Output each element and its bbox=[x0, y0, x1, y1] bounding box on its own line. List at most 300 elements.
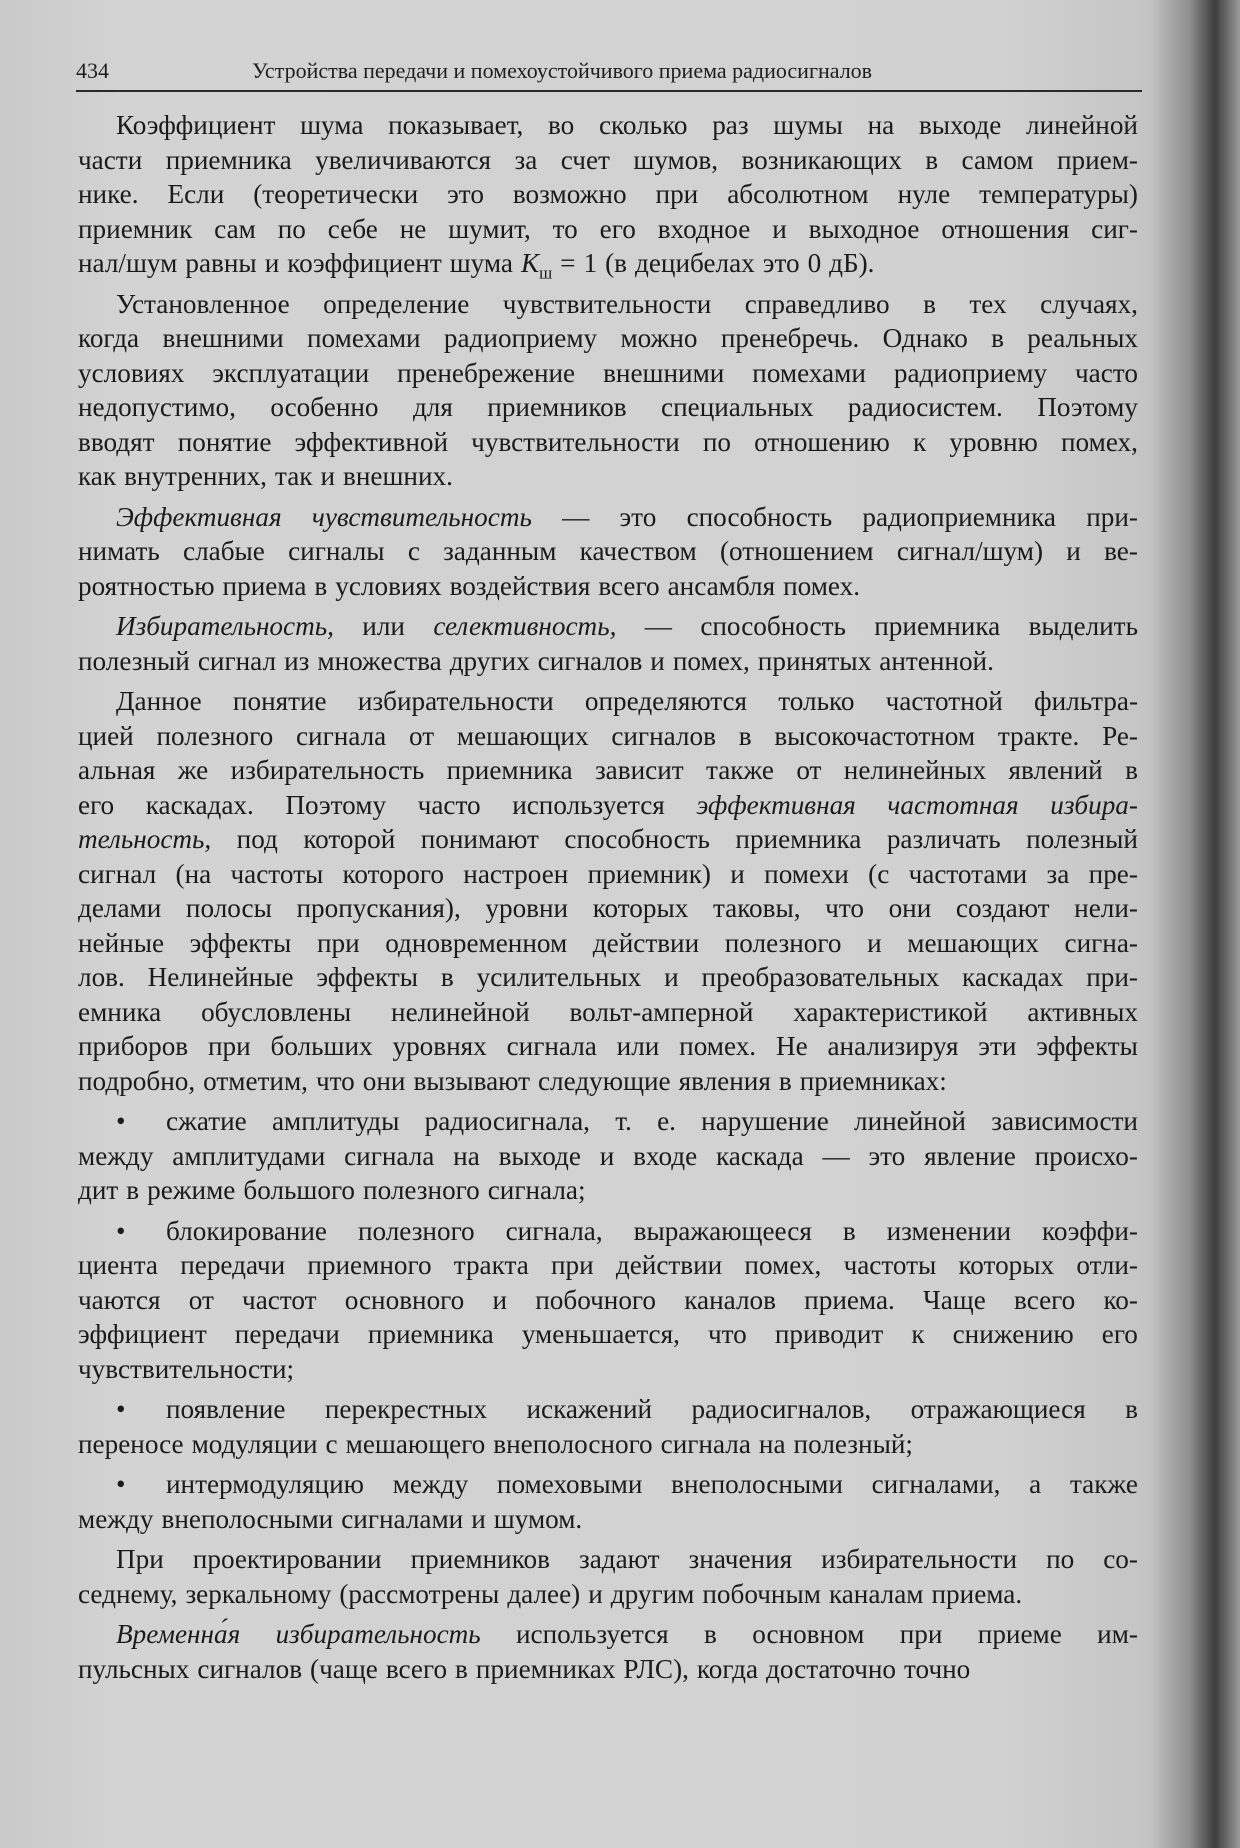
word: выходе bbox=[918, 110, 1002, 140]
word: Однако bbox=[882, 323, 968, 353]
word: при- bbox=[1086, 962, 1138, 992]
word: (на bbox=[175, 858, 212, 889]
word: снижению bbox=[952, 1319, 1074, 1349]
word: внешними bbox=[603, 357, 725, 388]
word: условиях bbox=[78, 357, 185, 388]
word: частотная bbox=[887, 789, 1019, 820]
word: передачи bbox=[234, 1319, 340, 1349]
word: шумом. bbox=[493, 1503, 583, 1534]
word: которой bbox=[303, 824, 396, 854]
word: альная bbox=[78, 755, 156, 785]
word: используется bbox=[512, 789, 665, 820]
word: децибелах bbox=[635, 248, 755, 278]
word: модуляции bbox=[191, 1428, 318, 1459]
word: вводят bbox=[78, 426, 155, 457]
word: тракта bbox=[453, 1250, 529, 1280]
word: условиях bbox=[335, 570, 442, 601]
word: которых bbox=[958, 1250, 1055, 1280]
word: случаях, bbox=[1040, 288, 1138, 319]
word: режиме bbox=[147, 1175, 236, 1205]
paragraph bbox=[78, 684, 1138, 1098]
text-line bbox=[78, 212, 1138, 247]
word: эффекты bbox=[1036, 1031, 1138, 1061]
word: понятие bbox=[177, 426, 272, 457]
word: линейной bbox=[854, 1106, 966, 1136]
word: его bbox=[599, 213, 636, 244]
word: и bbox=[1066, 536, 1081, 566]
word: из bbox=[284, 645, 310, 676]
word: от bbox=[796, 755, 822, 785]
word: сигналами, bbox=[871, 1469, 1001, 1499]
word: также bbox=[705, 755, 774, 785]
word: создают bbox=[955, 893, 1050, 923]
text-line bbox=[78, 459, 1138, 494]
word: мешающих bbox=[907, 927, 1039, 958]
word: что bbox=[315, 1065, 355, 1096]
word: приемника bbox=[874, 611, 1001, 641]
text-line bbox=[78, 609, 1138, 644]
text-line bbox=[78, 1392, 1138, 1427]
word: антенной. bbox=[879, 645, 994, 676]
word: в bbox=[778, 1065, 792, 1096]
word: заданным bbox=[443, 536, 557, 566]
word: используется bbox=[516, 1619, 669, 1649]
word: полезного bbox=[357, 1215, 475, 1246]
word: значения bbox=[688, 1544, 793, 1574]
word: одновременном bbox=[385, 927, 568, 958]
word: избирательности bbox=[821, 1544, 1018, 1574]
word: часто bbox=[1075, 357, 1138, 388]
word: Поэтому bbox=[1037, 392, 1138, 422]
word: тракте. bbox=[997, 720, 1080, 751]
word: способность bbox=[564, 824, 710, 854]
word: Избирательность, bbox=[116, 611, 334, 641]
word: (отношением bbox=[719, 536, 874, 566]
word: искажений bbox=[526, 1394, 653, 1424]
word: со- bbox=[1103, 1544, 1138, 1574]
paragraph bbox=[78, 1617, 1138, 1686]
word: за bbox=[1046, 858, 1070, 889]
text-line bbox=[78, 1248, 1138, 1283]
word: множества bbox=[317, 645, 442, 676]
word: сигналов bbox=[611, 720, 716, 751]
text-line bbox=[78, 1064, 1138, 1099]
word: определяются bbox=[584, 686, 748, 716]
text-line bbox=[78, 500, 1138, 535]
word: сигнала bbox=[344, 1140, 435, 1171]
text-line bbox=[78, 926, 1138, 961]
word: с bbox=[325, 1428, 338, 1459]
word: недопустимо, bbox=[78, 392, 236, 422]
word: проектировании bbox=[192, 1544, 382, 1574]
word: в bbox=[703, 1619, 717, 1649]
word: других bbox=[449, 645, 530, 676]
word: помехи bbox=[764, 858, 849, 889]
word: которого bbox=[342, 858, 444, 889]
text-line bbox=[78, 857, 1138, 892]
word: приемника bbox=[735, 824, 862, 854]
word: принятых bbox=[757, 645, 872, 676]
word: когда bbox=[696, 1653, 759, 1684]
word: чаются bbox=[78, 1284, 161, 1315]
word: Коэффициент bbox=[116, 110, 276, 140]
word: (рассмотрены bbox=[339, 1578, 500, 1609]
word: коэффициент bbox=[287, 248, 442, 278]
word: полезного bbox=[724, 927, 842, 958]
word: основного bbox=[344, 1284, 465, 1315]
word: Установленное bbox=[116, 288, 290, 319]
word: нике. bbox=[78, 179, 139, 209]
word: на bbox=[453, 1140, 480, 1171]
word: нал/шум bbox=[78, 248, 178, 278]
word: частоты bbox=[843, 1250, 937, 1280]
word: шумит, bbox=[448, 213, 531, 244]
text-line bbox=[78, 569, 1138, 604]
word: это bbox=[868, 1140, 906, 1171]
bullet-mark: • bbox=[116, 1215, 126, 1246]
text-line bbox=[78, 1352, 1138, 1387]
word: Если bbox=[167, 179, 225, 209]
text-line bbox=[78, 891, 1138, 926]
word: при- bbox=[1086, 501, 1138, 532]
bullet-mark: • bbox=[116, 1469, 126, 1499]
word: ко- bbox=[1103, 1284, 1138, 1315]
word: подробно, bbox=[78, 1065, 196, 1096]
word: а bbox=[1029, 1469, 1042, 1499]
text-line bbox=[78, 534, 1138, 569]
word: эти bbox=[978, 1031, 1017, 1061]
word: эксплуатации bbox=[212, 357, 370, 388]
word: внешних. bbox=[343, 461, 453, 491]
word: равны bbox=[185, 248, 257, 278]
word: или bbox=[362, 611, 405, 641]
word: нелинейных bbox=[843, 755, 987, 785]
paragraph bbox=[78, 500, 1138, 604]
word: избира- bbox=[1050, 789, 1138, 820]
word: полезного bbox=[363, 1175, 480, 1205]
text-line bbox=[78, 246, 1138, 281]
text-line bbox=[78, 390, 1138, 425]
word: сам bbox=[214, 213, 256, 244]
word: выделить bbox=[1028, 611, 1138, 641]
word: приборов bbox=[78, 1031, 189, 1061]
text-line bbox=[78, 356, 1138, 391]
word: сигналы bbox=[288, 536, 385, 566]
word: ве- bbox=[1104, 536, 1138, 566]
text-line bbox=[78, 321, 1138, 356]
word: Чаще bbox=[923, 1284, 986, 1315]
word: фильтра- bbox=[1033, 686, 1138, 716]
text-line bbox=[78, 1173, 1138, 1208]
word: радиоприему bbox=[443, 323, 598, 353]
word: на bbox=[867, 110, 895, 140]
word: Данное bbox=[116, 686, 202, 716]
word: сигналов bbox=[537, 645, 643, 676]
word: при bbox=[550, 1250, 594, 1280]
word: селективность, bbox=[433, 611, 617, 641]
word: под bbox=[236, 824, 278, 854]
word: эффекты bbox=[316, 962, 419, 992]
word: в bbox=[1125, 755, 1138, 785]
word: и bbox=[492, 1284, 508, 1315]
text-line bbox=[78, 108, 1138, 143]
word: лов. bbox=[78, 962, 125, 992]
word: с bbox=[407, 536, 420, 566]
word: что bbox=[707, 1319, 747, 1349]
word: приемника bbox=[446, 755, 573, 785]
word: и bbox=[320, 461, 336, 491]
page-number: 434 bbox=[76, 58, 109, 83]
word: чувствительности bbox=[502, 288, 712, 319]
word: определение bbox=[323, 288, 470, 319]
word: возможно bbox=[512, 179, 627, 209]
word: высокочастотном bbox=[774, 720, 976, 751]
word: во bbox=[548, 110, 575, 140]
word: по bbox=[277, 213, 306, 244]
word: что bbox=[825, 893, 864, 923]
word: отношения bbox=[941, 213, 1070, 244]
word: т. bbox=[615, 1106, 632, 1136]
word: или bbox=[616, 1031, 660, 1061]
word: всего bbox=[1014, 1284, 1076, 1315]
word: они bbox=[888, 893, 932, 923]
text-line bbox=[78, 177, 1138, 212]
word: достаточно bbox=[766, 1653, 897, 1684]
word: мешающих bbox=[456, 720, 589, 751]
bullet-item bbox=[78, 1467, 1138, 1536]
word: избирательность bbox=[275, 1619, 481, 1649]
word: дит bbox=[78, 1175, 119, 1205]
word: цией bbox=[78, 720, 134, 751]
word: реальных bbox=[1027, 323, 1138, 353]
word: уменьшается, bbox=[521, 1319, 680, 1349]
word: каналов bbox=[684, 1284, 776, 1315]
word: то bbox=[552, 213, 578, 244]
word: его bbox=[1101, 1319, 1138, 1349]
text-line bbox=[78, 1283, 1138, 1318]
word: пульсных bbox=[78, 1653, 190, 1684]
word: специальных bbox=[661, 392, 814, 422]
word: как bbox=[78, 461, 117, 491]
word: другим bbox=[610, 1578, 695, 1609]
word: радиоприемника bbox=[862, 501, 1056, 532]
text-line bbox=[78, 1577, 1138, 1612]
word: е. bbox=[657, 1106, 676, 1136]
word: преобразовательных bbox=[701, 962, 940, 992]
word: всего bbox=[385, 1653, 448, 1684]
word: 0 bbox=[807, 248, 822, 278]
word: Эффективная bbox=[116, 501, 282, 532]
word: следующие bbox=[537, 1065, 671, 1096]
word: зависимости bbox=[991, 1106, 1138, 1136]
word: сжатие bbox=[166, 1106, 247, 1136]
word: и bbox=[664, 962, 679, 992]
word: понимают bbox=[420, 824, 539, 854]
word: от bbox=[188, 1284, 214, 1315]
text-line bbox=[78, 287, 1138, 322]
word: внеполосными bbox=[671, 1469, 843, 1499]
word: действии bbox=[592, 927, 700, 958]
word: приема. bbox=[804, 1284, 895, 1315]
word: только bbox=[778, 686, 855, 716]
word: полезный; bbox=[793, 1428, 913, 1459]
word: переносе bbox=[78, 1428, 184, 1459]
word: эффективная bbox=[696, 789, 856, 820]
word: радиосистем. bbox=[847, 392, 1003, 422]
word: при bbox=[899, 1619, 943, 1649]
word: помех, bbox=[744, 1250, 822, 1280]
word: обусловлены bbox=[201, 996, 352, 1027]
word: (в bbox=[605, 248, 627, 278]
word: помех. bbox=[783, 570, 861, 601]
word: сигнал bbox=[197, 645, 277, 676]
word: и bbox=[650, 645, 665, 676]
word: сколько bbox=[598, 110, 688, 140]
word: приемника bbox=[165, 144, 292, 175]
word: роятностью bbox=[78, 570, 215, 601]
word: сигнала bbox=[506, 1031, 597, 1061]
word: перекрестных bbox=[324, 1394, 488, 1424]
word: между bbox=[78, 1503, 154, 1534]
word: помехами bbox=[752, 357, 866, 388]
text-line bbox=[78, 143, 1138, 178]
text-line bbox=[78, 1617, 1138, 1652]
word: которых bbox=[592, 893, 689, 923]
word: в bbox=[126, 1175, 140, 1205]
word: раз bbox=[712, 110, 749, 140]
word: выходное bbox=[808, 213, 920, 244]
word: к bbox=[912, 426, 927, 457]
text-line bbox=[78, 425, 1138, 460]
word: частотами bbox=[908, 858, 1028, 889]
word: полезного bbox=[156, 720, 274, 751]
word: дБ). bbox=[829, 248, 875, 278]
word: побочного bbox=[535, 1284, 657, 1315]
paragraph bbox=[78, 108, 1138, 281]
word: также bbox=[1069, 1469, 1138, 1499]
word: приемников bbox=[487, 392, 627, 422]
word: 1 bbox=[583, 248, 598, 278]
word: — bbox=[644, 611, 672, 641]
word: при bbox=[207, 1031, 251, 1061]
word: прием- bbox=[1056, 144, 1138, 175]
word: входе bbox=[633, 1140, 698, 1171]
word: нарушение bbox=[701, 1106, 829, 1136]
word: отли- bbox=[1076, 1250, 1138, 1280]
text-line bbox=[78, 1139, 1138, 1174]
text-line bbox=[78, 788, 1138, 823]
word: сигнал/шум) bbox=[896, 536, 1044, 566]
word: каскада bbox=[716, 1140, 804, 1171]
word: усилительных bbox=[476, 962, 642, 992]
word: это bbox=[447, 179, 484, 209]
word: эффициент bbox=[78, 1319, 207, 1349]
bullet-mark: • bbox=[116, 1106, 126, 1136]
word: воздействия bbox=[449, 570, 591, 601]
word: побочным bbox=[702, 1578, 821, 1609]
word: выражающееся bbox=[633, 1215, 812, 1246]
word: показывает, bbox=[388, 110, 524, 140]
word: слабые bbox=[183, 536, 265, 566]
word: часто bbox=[417, 789, 481, 820]
text-line bbox=[78, 1104, 1138, 1139]
word: пренебречь. bbox=[720, 323, 860, 353]
word: эффекты bbox=[189, 927, 292, 958]
text-line bbox=[78, 753, 1138, 788]
word: Временна́я bbox=[116, 1619, 241, 1649]
word: к bbox=[911, 1319, 925, 1349]
word: справедливо bbox=[744, 288, 890, 319]
word: чувствительности; bbox=[78, 1353, 295, 1384]
word: мешающего bbox=[345, 1428, 486, 1459]
word: частоты bbox=[230, 858, 324, 889]
word: уровнях bbox=[392, 1031, 487, 1061]
word: они bbox=[362, 1065, 406, 1096]
word: когда bbox=[78, 323, 140, 353]
word: блокирование bbox=[166, 1215, 327, 1246]
word: происхо- bbox=[1034, 1140, 1138, 1171]
word: циента bbox=[78, 1250, 158, 1280]
word: же bbox=[177, 755, 209, 785]
word: им- bbox=[1097, 1619, 1138, 1649]
word: его bbox=[78, 789, 115, 820]
text-line bbox=[78, 1467, 1138, 1502]
word: вызывают bbox=[413, 1065, 530, 1096]
word: больших bbox=[270, 1031, 373, 1061]
word: не bbox=[399, 213, 427, 244]
word: вольт-амперной bbox=[569, 996, 754, 1027]
word: линейной bbox=[1026, 110, 1138, 140]
word: помеховыми bbox=[496, 1469, 643, 1499]
word: внеполосными bbox=[161, 1503, 334, 1534]
word: приемника bbox=[367, 1319, 494, 1349]
word: зависит bbox=[594, 755, 684, 785]
text-line bbox=[78, 1502, 1138, 1537]
word: в bbox=[455, 1653, 468, 1684]
word: приемник) bbox=[587, 858, 711, 889]
word: в bbox=[842, 1215, 856, 1246]
word: активных bbox=[1027, 996, 1138, 1027]
word: по bbox=[1046, 1544, 1075, 1574]
word: нуле bbox=[897, 179, 951, 209]
word: = bbox=[560, 248, 576, 278]
word: счет bbox=[560, 144, 610, 175]
word: это bbox=[762, 248, 800, 278]
word: увеличиваются bbox=[315, 144, 492, 175]
word: каналам bbox=[828, 1578, 924, 1609]
word: способность bbox=[700, 611, 846, 641]
body-text bbox=[78, 108, 1138, 1686]
text-line bbox=[78, 1317, 1138, 1352]
word: частотной bbox=[885, 686, 1003, 716]
word: уровни bbox=[485, 893, 569, 923]
word: избирательность bbox=[230, 755, 425, 785]
word: шума bbox=[449, 248, 513, 278]
word: приемниках: bbox=[799, 1065, 947, 1096]
word: от bbox=[408, 720, 435, 751]
word: точно bbox=[904, 1653, 971, 1684]
word: так bbox=[274, 461, 313, 491]
word: приемник bbox=[78, 213, 193, 244]
word: Поэтому bbox=[285, 789, 387, 820]
word: в bbox=[1125, 1394, 1138, 1424]
word: седнему, bbox=[78, 1578, 178, 1609]
word: пре- bbox=[1088, 858, 1138, 889]
word: — bbox=[562, 501, 590, 532]
text-line bbox=[78, 1427, 1138, 1462]
text-line bbox=[78, 960, 1138, 995]
word: нимать bbox=[78, 536, 160, 566]
